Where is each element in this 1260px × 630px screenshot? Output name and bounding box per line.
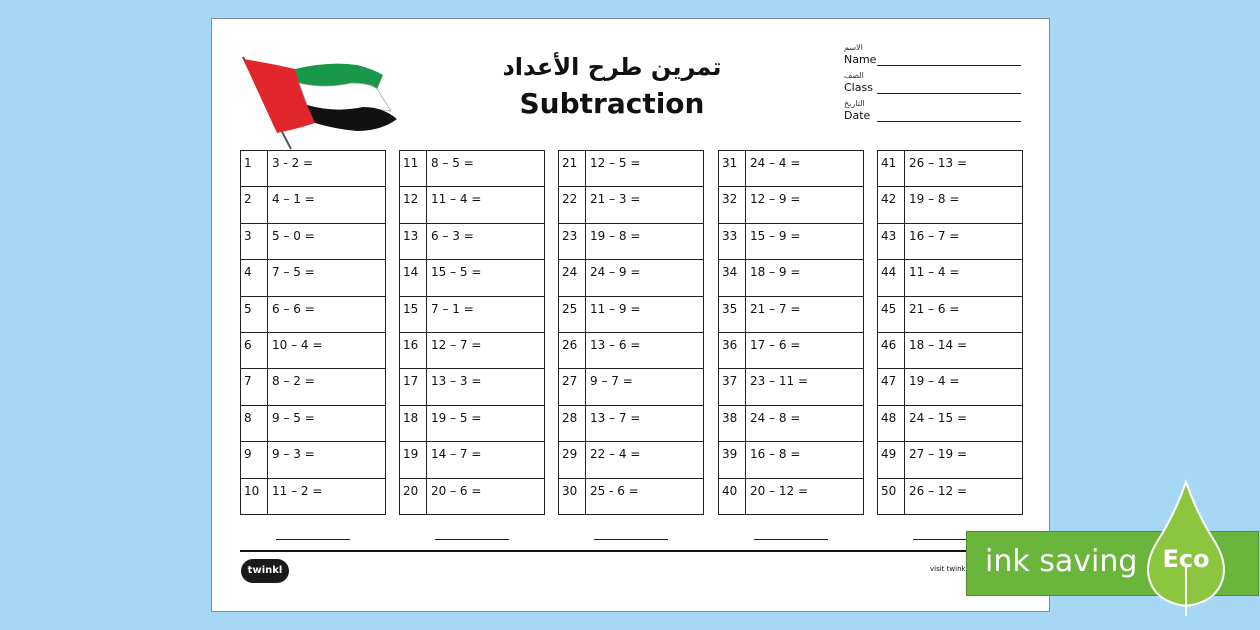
problem-row: [559, 369, 703, 405]
problem-equation: 8 – 5 =: [431, 156, 474, 170]
ink-saving-label: ink saving: [985, 544, 1138, 579]
problem-row: [878, 442, 1022, 478]
problem-row: [719, 333, 863, 369]
problem-row: [400, 479, 544, 515]
problem-equation: 18 – 9 =: [750, 265, 801, 280]
problem-number: 47: [878, 369, 905, 404]
problem-number: 10: [241, 479, 268, 515]
problem-row: [878, 479, 1022, 515]
problem-row: [559, 442, 703, 478]
problem-number: 36: [719, 333, 746, 368]
date-label-ar: التاريخ: [844, 99, 865, 108]
problem-number: 31: [719, 151, 746, 186]
class-label-ar: الصف: [844, 71, 864, 80]
problem-equation: 21 – 6 =: [909, 301, 960, 316]
problem-number: 3: [241, 224, 268, 259]
problem-row: [241, 224, 385, 260]
problem-equation: 6 – 3 =: [431, 228, 474, 243]
problem-equation: 13 – 6 =: [590, 338, 641, 352]
problem-row: [719, 369, 863, 405]
name-label: Name: [844, 53, 877, 66]
problem-equation: 7 – 5 =: [272, 265, 315, 280]
problem-equation: 16 – 8 =: [750, 447, 801, 462]
problem-row: [719, 151, 863, 187]
problem-equation: 21 – 7 =: [750, 301, 801, 316]
problem-row: [241, 151, 385, 187]
student-info: [842, 41, 1027, 125]
problem-row: [719, 479, 863, 515]
problem-number: 23: [559, 224, 586, 259]
problem-number: 33: [719, 224, 746, 259]
problem-row: [559, 406, 703, 442]
problem-equation: 5 – 0 =: [272, 228, 315, 243]
problem-number: 19: [400, 442, 427, 477]
problem-equation: 7 – 1 =: [431, 301, 474, 316]
problem-row: [400, 297, 544, 333]
problem-number: 45: [878, 297, 905, 332]
problem-row: [241, 479, 385, 515]
problem-row: [719, 406, 863, 442]
problem-number: 16: [400, 333, 427, 368]
date-field: [842, 97, 1027, 125]
problem-equation: 11 – 4 =: [431, 192, 482, 207]
problem-number: 49: [878, 442, 905, 477]
problem-equation: 12 – 9 =: [750, 192, 801, 207]
problem-row: [719, 442, 863, 478]
total-answer-line: [594, 539, 668, 540]
problem-row: [241, 260, 385, 296]
title-english: Subtraction: [519, 87, 705, 120]
problem-row: [241, 333, 385, 369]
problem-number: 26: [559, 333, 586, 368]
problem-number: 48: [878, 406, 905, 441]
problem-equation: 6 – 6 =: [272, 301, 315, 316]
problem-row: [241, 369, 385, 405]
problem-row: [400, 369, 544, 405]
problem-column: [240, 150, 386, 515]
problem-equation: 15 – 9 =: [750, 228, 801, 243]
problem-equation: 14 – 7 =: [431, 447, 482, 462]
problem-equation: 20 – 6 =: [431, 483, 482, 498]
twinkl-logo: twinkl: [241, 559, 289, 583]
problem-row: [559, 260, 703, 296]
problem-row: [241, 297, 385, 333]
problem-row: [400, 406, 544, 442]
class-label: Class: [844, 81, 873, 94]
problem-equation: 20 – 12 =: [750, 483, 809, 498]
problem-equation: 8 – 2 =: [272, 374, 315, 389]
title-arabic: تمرين طرح الأعداد: [502, 53, 722, 81]
problem-equation: 19 – 8 =: [590, 228, 641, 243]
problem-row: [878, 406, 1022, 442]
problem-number: 41: [878, 151, 905, 186]
problem-number: 30: [559, 479, 586, 515]
problem-number: 14: [400, 260, 427, 295]
problem-row: [241, 187, 385, 223]
problem-number: 8: [241, 406, 268, 441]
problem-row: [719, 224, 863, 260]
problem-column: [399, 150, 545, 515]
problem-equation: 24 – 9 =: [590, 265, 641, 280]
problem-row: [878, 297, 1022, 333]
name-line: [877, 65, 1021, 66]
problem-equation: 19 – 5 =: [431, 410, 482, 425]
problem-column: [558, 150, 704, 515]
problem-row: [559, 224, 703, 260]
problem-number: 39: [719, 442, 746, 477]
problem-number: 32: [719, 187, 746, 222]
problem-row: [241, 442, 385, 478]
problem-number: 28: [559, 406, 586, 441]
problem-equation: 11 – 2 =: [272, 483, 323, 498]
date-line: [877, 121, 1021, 122]
problem-row: [559, 151, 703, 187]
problem-row: [559, 187, 703, 223]
problem-number: 37: [719, 369, 746, 404]
problem-row: [719, 260, 863, 296]
problem-number: 11: [400, 151, 427, 186]
problem-equation: 16 – 7 =: [909, 228, 960, 243]
problem-number: 7: [241, 369, 268, 404]
problem-number: 20: [400, 479, 427, 515]
worksheet-page: [211, 18, 1050, 612]
problem-row: [241, 406, 385, 442]
problem-equation: 11 – 4 =: [909, 265, 960, 280]
problem-equation: 18 – 14 =: [909, 338, 968, 352]
problem-equation: 26 – 12 =: [909, 483, 968, 498]
problem-equation: 3 - 2 =: [272, 156, 314, 170]
problem-row: [878, 333, 1022, 369]
problem-number: 38: [719, 406, 746, 441]
problem-number: 25: [559, 297, 586, 332]
problem-number: 34: [719, 260, 746, 295]
problem-column: [877, 150, 1023, 515]
problem-equation: 26 – 13 =: [909, 156, 968, 170]
problem-number: 43: [878, 224, 905, 259]
problem-equation: 4 – 1 =: [272, 192, 315, 207]
footer-rule: [240, 550, 1021, 552]
problem-number: 35: [719, 297, 746, 332]
problem-number: 13: [400, 224, 427, 259]
problem-equation: 15 – 5 =: [431, 265, 482, 280]
problem-equation: 22 – 4 =: [590, 447, 641, 462]
problem-equation: 19 – 8 =: [909, 192, 960, 207]
problem-number: 15: [400, 297, 427, 332]
problem-number: 44: [878, 260, 905, 295]
problem-equation: 10 – 4 =: [272, 338, 323, 352]
problem-equation: 12 – 7 =: [431, 338, 482, 352]
problem-row: [400, 224, 544, 260]
problem-row: [400, 187, 544, 223]
problem-equation: 12 – 5 =: [590, 156, 641, 170]
problem-equation: 9 – 3 =: [272, 447, 315, 462]
problem-number: 17: [400, 369, 427, 404]
uae-flag-icon: [239, 53, 409, 153]
problem-number: 4: [241, 260, 268, 295]
problem-equation: 24 – 8 =: [750, 410, 801, 425]
problem-row: [400, 260, 544, 296]
total-answer-line: [435, 539, 509, 540]
problem-row: [559, 333, 703, 369]
problem-number: 12: [400, 187, 427, 222]
problem-number: 24: [559, 260, 586, 295]
problem-equation: 23 – 11 =: [750, 374, 809, 389]
problem-row: [400, 333, 544, 369]
total-answer-line: [276, 539, 350, 540]
problem-row: [878, 369, 1022, 405]
problem-number: 50: [878, 479, 905, 515]
problem-row: [719, 297, 863, 333]
problem-row: [878, 260, 1022, 296]
problem-number: 22: [559, 187, 586, 222]
problem-row: [400, 151, 544, 187]
problem-row: [400, 442, 544, 478]
problem-equation: 13 – 7 =: [590, 410, 641, 425]
problem-equation: 27 – 19 =: [909, 447, 968, 462]
name-label-ar: الاسم: [844, 43, 863, 52]
problem-equation: 21 – 3 =: [590, 192, 641, 207]
problem-number: 6: [241, 333, 268, 368]
problem-equation: 11 – 9 =: [590, 301, 641, 316]
problem-number: 5: [241, 297, 268, 332]
total-answer-line: [754, 539, 828, 540]
date-label: Date: [844, 109, 871, 122]
problem-equation: 17 – 6 =: [750, 338, 801, 352]
eco-label: Eco: [1162, 545, 1210, 573]
problem-number: 2: [241, 187, 268, 222]
problem-equation: 19 – 4 =: [909, 374, 960, 389]
name-field: [842, 41, 1027, 69]
class-field: [842, 69, 1027, 97]
problem-row: [878, 151, 1022, 187]
problem-number: 46: [878, 333, 905, 368]
problem-number: 40: [719, 479, 746, 515]
problem-row: [559, 297, 703, 333]
problem-equation: 24 – 4 =: [750, 156, 801, 170]
problem-row: [878, 224, 1022, 260]
problem-equation: 9 – 7 =: [590, 374, 633, 389]
problem-number: 27: [559, 369, 586, 404]
problem-row: [719, 187, 863, 223]
problem-number: 18: [400, 406, 427, 441]
problem-number: 21: [559, 151, 586, 186]
problem-equation: 25 - 6 =: [590, 483, 639, 498]
problem-number: 1: [241, 151, 268, 186]
problem-number: 42: [878, 187, 905, 222]
problem-row: [878, 187, 1022, 223]
problem-number: 29: [559, 442, 586, 477]
problem-equation: 9 – 5 =: [272, 410, 315, 425]
footer-text: visit twink: [930, 565, 966, 573]
problem-column: [718, 150, 864, 515]
problem-row: [559, 479, 703, 515]
problem-equation: 24 – 15 =: [909, 410, 968, 425]
problem-number: 9: [241, 442, 268, 477]
class-line: [877, 93, 1021, 94]
problem-equation: 13 – 3 =: [431, 374, 482, 389]
